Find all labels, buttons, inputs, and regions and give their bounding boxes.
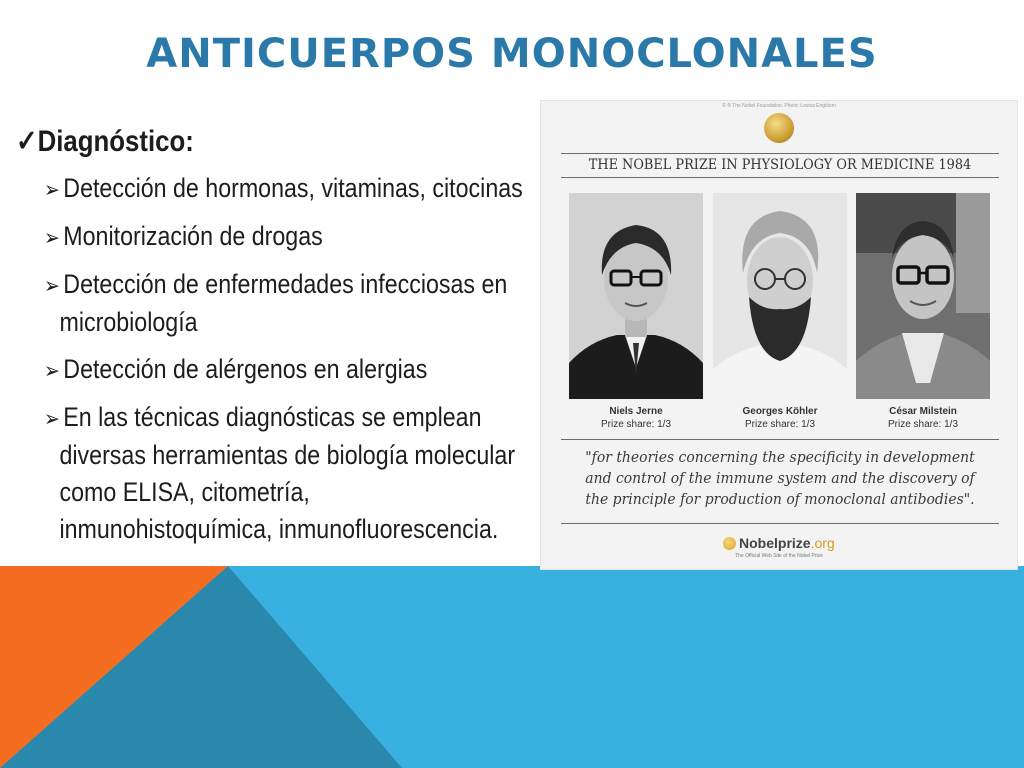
arrow-bullet-icon: ➢ [44,273,60,298]
prize-share: Prize share: 1/3 [600,419,672,430]
portrait-photo [569,193,703,399]
portrait-photo [856,193,990,399]
nobel-logo-icon [723,537,736,550]
laureate-caption [713,405,847,431]
logo-suffix-text: .org [810,535,835,551]
arrow-bullet-icon: ➢ [44,358,60,383]
list-item: ➢ Detección de alérgenos en alergias [44,354,428,384]
prize-motivation-quote: "for theories concerning the specificity in development and control of the immune system and the discovery of the principle for production of monoclonal antibodies". [585,448,975,508]
nobelprize-logo [723,533,835,553]
list-item: ➢ Detección de enfermedades infecciosas en microbiología [44,269,508,337]
diagnostic-heading: Diagnóstico: [37,125,194,158]
laureate-name: César Milstein [889,406,957,417]
slide-title: ANTICUERPOS MONOCLONALES [146,31,878,77]
divider [561,523,999,524]
arrow-bullet-icon: ➢ [44,225,60,250]
nobel-heading: THE NOBEL PRIZE IN PHYSIOLOGY OR MEDICINE 1984 [588,157,972,173]
arrow-bullet-icon: ➢ [44,177,60,202]
bullet-list [44,170,526,558]
photo-credit: © ® The Nobel Foundation. Photo: Lovisa Engblom [722,103,836,109]
logo-main-text: Nobelprize [739,535,811,551]
laureate-name: Niels Jerne [609,406,663,417]
list-item: ➢ Monitorización de drogas [44,221,323,251]
laureate-caption [856,405,990,431]
logo-tagline: The Official Web Site of the Nobel Prize [735,553,823,559]
laureate-name: Georges Köhler [742,406,818,417]
check-icon: ✓ [16,125,38,158]
prize-share: Prize share: 1/3 [887,419,959,430]
arrow-bullet-icon: ➢ [44,406,60,431]
portrait-photo [713,193,847,399]
list-item: ➢ Detección de hormonas, vitaminas, citocinas [44,173,523,203]
divider [561,153,999,154]
nobel-prize-image [540,100,1018,570]
list-item: ➢ En las técnicas diagnósticas se emplean diversas herramientas de biología molecular como ELISA, citometría, inmunohistoquímica, inmunofluorescencia. [44,402,516,544]
heading-row [16,124,194,159]
nobel-medal-icon [764,113,794,143]
divider [561,439,999,440]
prize-share: Prize share: 1/3 [744,419,816,430]
divider [561,177,999,178]
diagnostic-panel [0,104,540,566]
laureate-caption [569,405,703,431]
